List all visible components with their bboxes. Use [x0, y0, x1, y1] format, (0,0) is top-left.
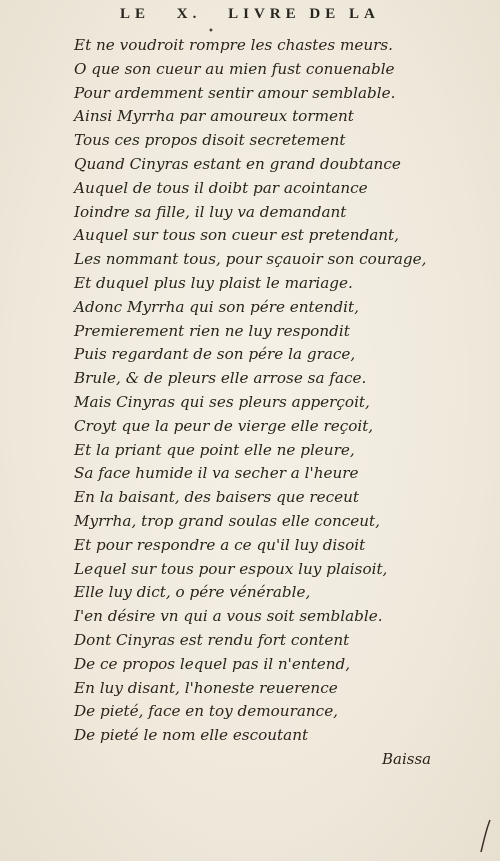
- verse-line: I'en désire vn qui a vous soit semblable.: [74, 607, 383, 626]
- verse-line: Ainsi Myrrha par amoureux torment: [74, 107, 354, 126]
- running-head-center: X.: [176, 6, 202, 22]
- ink-dot-ornament: •: [208, 26, 214, 37]
- running-head-left: LE: [120, 6, 151, 22]
- verse-line: Elle luy dict, o pére vénérable,: [74, 583, 311, 602]
- verse-line: Dont Cinyras est rendu fort content: [74, 630, 350, 649]
- verse-line: Tous ces propos disoit secretement: [74, 131, 346, 150]
- verse-line: Croyt que la peur de vierge elle reçoit,: [74, 416, 374, 435]
- verse-line: Les nommant tous, pour sçauoir son courage,: [74, 250, 427, 269]
- catchword: Baissa: [382, 750, 432, 768]
- verse-line: Adonc Myrrha qui son pére entendit,: [74, 297, 359, 316]
- verse-line: Pour ardemment sentir amour semblable.: [74, 83, 396, 102]
- verse-line: Lequel sur tous pour espoux luy plaisoit,: [74, 559, 388, 578]
- margin-pen-mark: [478, 818, 494, 854]
- verse-line: De ce propos lequel pas il n'entend,: [74, 654, 351, 673]
- verse-line: En luy disant, l'honeste reuerence: [74, 678, 338, 697]
- verse-line: Et pour respondre a ce qu'il luy disoit: [74, 535, 366, 554]
- verse-line: Brule, & de pleurs elle arrose sa face.: [74, 369, 367, 388]
- verse-line: Et ne voudroit rompre les chastes meurs.: [74, 36, 394, 54]
- running-head: [120, 6, 400, 23]
- verse-line: Premierement rien ne luy respondit: [74, 321, 350, 340]
- verse-line: En la baisant, des baisers que receut: [74, 488, 360, 507]
- verse-line: Auquel de tous il doibt par acointance: [74, 178, 368, 197]
- verse-line: Quand Cinyras estant en grand doubtance: [74, 154, 401, 173]
- verse-line: Sa face humide il va secher a l'heure: [74, 464, 359, 483]
- verse-line: Et la priant que point elle ne pleure,: [74, 440, 355, 459]
- running-head-right: LIVRE DE LA: [228, 6, 380, 22]
- verse-line: Et duquel plus luy plaist le mariage.: [74, 273, 353, 292]
- verse-line: Myrrha, trop grand soulas elle conceut,: [74, 511, 380, 530]
- verse-line: Puis regardant de son pére la grace,: [74, 345, 356, 364]
- verse-line: Ioindre sa fille, il luy va demandant: [74, 202, 347, 221]
- verse-line: De pieté le nom elle escoutant: [74, 726, 309, 745]
- verse-line: O que son cueur au mien fust conuenable: [74, 59, 395, 78]
- verse-line: Mais Cinyras qui ses pleurs apperçoit,: [74, 392, 370, 411]
- verse-line: De pieté, face en toy demourance,: [74, 702, 339, 721]
- verse-line: Auquel sur tous son cueur est pretendant,: [74, 226, 399, 245]
- verse-block: [74, 34, 444, 748]
